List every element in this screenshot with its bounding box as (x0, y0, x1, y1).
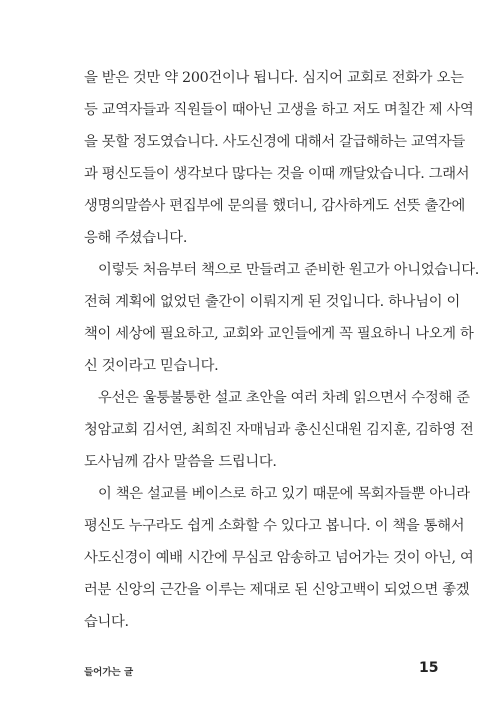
text-line: 이렇듯 처음부터 책으로 만들려고 준비한 원고가 아니었습니다. (98, 262, 479, 278)
text-line: 이 책은 설교를 베이스로 하고 있기 때문에 목회자들뿐 아니라 (98, 486, 470, 502)
text-line: 을 받은 것만 약 200건이나 됩니다. 심지어 교회로 전화가 오는 (84, 70, 464, 86)
text-line: 을 못할 정도였습니다. 사도신경에 대해서 갈급해하는 교역자들 (84, 134, 465, 150)
page-number: 15 (419, 660, 439, 676)
running-footer-section-title: 들어가는 글 (84, 667, 134, 678)
text-line: 과 평신도들이 생각보다 많다는 것을 이때 깨달았습니다. 그래서 (84, 166, 470, 182)
text-line: 청암교회 김서연, 최희진 자매님과 총신신대원 김지훈, 김하영 전 (84, 422, 474, 438)
text-line: 전혀 계획에 없었던 출간이 이뤄지게 된 것입니다. 하나님이 이 (84, 294, 460, 310)
text-line: 신 것이라고 믿습니다. (84, 358, 219, 374)
text-line: 책이 세상에 필요하고, 교회와 교인들에게 꼭 필요하니 나오게 하 (84, 326, 474, 342)
text-line: 사도신경이 예배 시간에 무심코 암송하고 넘어가는 것이 아닌, 여 (84, 550, 474, 566)
text-line: 우선은 울퉁불퉁한 설교 초안을 여러 차례 읽으면서 수정해 준 (98, 390, 470, 406)
body-text (84, 62, 479, 638)
text-line: 생명의말씀사 편집부에 문의를 했더니, 감사하게도 선뜻 출간에 (84, 198, 465, 214)
text-line: 등 교역자들과 직원들이 때아닌 고생을 하고 저도 며칠간 제 사역 (84, 102, 474, 118)
text-line: 응해 주셨습니다. (84, 230, 188, 246)
text-line: 도사님께 감사 말씀을 드립니다. (84, 454, 277, 470)
text-line: 습니다. (84, 614, 129, 630)
text-line: 평신도 누구라도 쉽게 소화할 수 있다고 봅니다. 이 책을 통해서 (84, 518, 465, 534)
text-line: 러분 신앙의 근간을 이루는 제대로 된 신앙고백이 되었으면 좋겠 (84, 582, 470, 598)
